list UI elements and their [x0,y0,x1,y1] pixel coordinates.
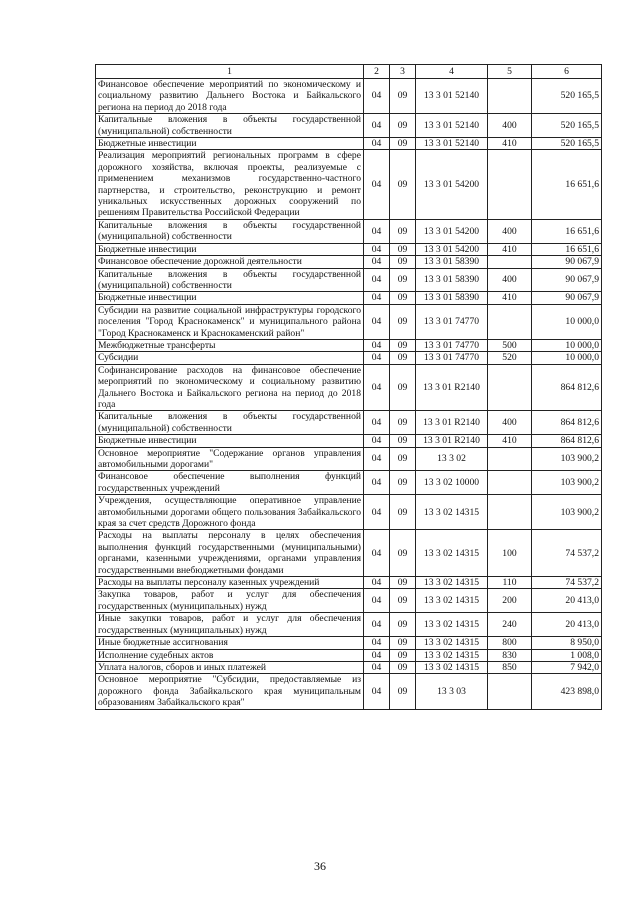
amount-cell: 10 000,0 [532,339,602,351]
row-name-cell: Субсидии на развитие социальной инфраструктуры городского поселения "Город Краснокаменск" и муниципального района "Город Краснокаменск и Краснокаменский район" [96,304,364,339]
target-article-cell: 13 3 01 R2140 [416,435,488,447]
amount-cell: 864 812,6 [532,364,602,411]
table-row [96,138,602,150]
subsection-code-cell: 09 [390,268,416,292]
table-row [96,674,602,709]
expense-type-cell: 500 [488,339,532,351]
expense-type-cell [488,447,532,471]
subsection-code-cell: 09 [390,352,416,364]
row-name-cell: Капитальные вложения в объекты государственной (муниципальной) собственности [96,411,364,435]
expense-type-cell: 400 [488,114,532,138]
table-row [96,530,602,577]
header-cell: 3 [390,65,416,79]
row-name-cell: Финансовое обеспечение выполнения функций государственных учреждений [96,471,364,495]
section-code-cell: 04 [364,435,390,447]
section-code-cell: 04 [364,530,390,577]
expense-type-cell: 240 [488,613,532,637]
header-cell: 1 [96,65,364,79]
amount-cell: 16 651,6 [532,219,602,243]
row-name-cell: Закупка товаров, работ и услуг для обеспечения государственных (муниципальных) нужд [96,589,364,613]
subsection-code-cell: 09 [390,256,416,268]
section-code-cell: 04 [364,352,390,364]
subsection-code-cell: 09 [390,243,416,255]
section-code-cell: 04 [364,292,390,304]
section-code-cell: 04 [364,243,390,255]
row-name-cell: Бюджетные инвестиции [96,138,364,150]
expense-type-cell: 850 [488,661,532,673]
expense-type-cell: 400 [488,268,532,292]
table-row [96,339,602,351]
amount-cell: 10 000,0 [532,304,602,339]
row-name-cell: Расходы на выплаты персоналу казенных учреждений [96,577,364,589]
section-code-cell: 04 [364,268,390,292]
target-article-cell: 13 3 02 [416,447,488,471]
row-name-cell: Межбюджетные трансферты [96,339,364,351]
subsection-code-cell: 09 [390,613,416,637]
table-row [96,114,602,138]
target-article-cell: 13 3 01 54200 [416,219,488,243]
section-code-cell: 04 [364,219,390,243]
amount-cell: 90 067,9 [532,268,602,292]
section-code-cell: 04 [364,138,390,150]
table-row [96,79,602,114]
target-article-cell: 13 3 01 52140 [416,114,488,138]
expense-type-cell [488,150,532,219]
subsection-code-cell: 09 [390,577,416,589]
amount-cell: 520 165,5 [532,114,602,138]
target-article-cell: 13 3 02 14315 [416,589,488,613]
row-name-cell: Уплата налогов, сборов и иных платежей [96,661,364,673]
subsection-code-cell: 09 [390,79,416,114]
amount-cell: 90 067,9 [532,292,602,304]
amount-cell: 7 942,0 [532,661,602,673]
section-code-cell: 04 [364,256,390,268]
target-article-cell: 13 3 01 58390 [416,268,488,292]
table-row [96,447,602,471]
target-article-cell: 13 3 02 10000 [416,471,488,495]
section-code-cell: 04 [364,114,390,138]
header-cell: 6 [532,65,602,79]
section-code-cell: 04 [364,364,390,411]
amount-cell: 10 000,0 [532,352,602,364]
target-article-cell: 13 3 01 74770 [416,352,488,364]
header-cell: 5 [488,65,532,79]
target-article-cell: 13 3 01 52140 [416,79,488,114]
row-name-cell: Расходы на выплаты персоналу в целях обеспечения выполнения функций государственными (муниципальными) органами, казенными учреждениями, органами управления государственными внебюджетными фондами [96,530,364,577]
amount-cell: 103 900,2 [532,495,602,530]
table-body [96,79,602,710]
subsection-code-cell: 09 [390,447,416,471]
section-code-cell: 04 [364,661,390,673]
target-article-cell: 13 3 02 14315 [416,637,488,649]
row-name-cell: Учреждения, осуществляющие оперативное управление автомобильными дорогами общего пользования Забайкальского края за счет средств Дорожного фонда [96,495,364,530]
target-article-cell: 13 3 01 74770 [416,339,488,351]
subsection-code-cell: 09 [390,339,416,351]
row-name-cell: Бюджетные инвестиции [96,435,364,447]
expense-type-cell: 110 [488,577,532,589]
expense-type-cell [488,304,532,339]
table-row [96,435,602,447]
table-row [96,577,602,589]
table-header-row [96,65,602,79]
table-row [96,304,602,339]
row-name-cell: Капитальные вложения в объекты государственной (муниципальной) собственности [96,268,364,292]
expense-type-cell [488,364,532,411]
expense-type-cell: 410 [488,243,532,255]
subsection-code-cell: 09 [390,364,416,411]
section-code-cell: 04 [364,613,390,637]
section-code-cell: 04 [364,471,390,495]
amount-cell: 103 900,2 [532,447,602,471]
subsection-code-cell: 09 [390,138,416,150]
section-code-cell: 04 [364,589,390,613]
amount-cell: 103 900,2 [532,471,602,495]
expense-type-cell [488,79,532,114]
expense-type-cell [488,256,532,268]
row-name-cell: Основное мероприятие "Содержание органов управления автомобильными дорогами" [96,447,364,471]
subsection-code-cell: 09 [390,649,416,661]
section-code-cell: 04 [364,577,390,589]
row-name-cell: Капитальные вложения в объекты государственной (муниципальной) собственности [96,219,364,243]
subsection-code-cell: 09 [390,637,416,649]
amount-cell: 423 898,0 [532,674,602,709]
table-row [96,243,602,255]
expense-type-cell: 400 [488,411,532,435]
section-code-cell: 04 [364,447,390,471]
subsection-code-cell: 09 [390,150,416,219]
target-article-cell: 13 3 02 14315 [416,613,488,637]
target-article-cell: 13 3 02 14315 [416,577,488,589]
table-row [96,613,602,637]
subsection-code-cell: 09 [390,495,416,530]
amount-cell: 74 537,2 [532,577,602,589]
row-name-cell: Реализация мероприятий региональных программ в сфере дорожного хозяйства, включая проекты, реализуемые с применением механизмов государственно-частного партнерства, и строительство, реконструкцию и ремонт уникальных искусственных дорожных сооружений по решениям Правительства Российской Федерации [96,150,364,219]
table-row [96,637,602,649]
section-code-cell: 04 [364,637,390,649]
expense-type-cell: 410 [488,292,532,304]
expense-type-cell: 400 [488,219,532,243]
table-row [96,495,602,530]
expense-type-cell: 830 [488,649,532,661]
subsection-code-cell: 09 [390,292,416,304]
amount-cell: 8 950,0 [532,637,602,649]
row-name-cell: Субсидии [96,352,364,364]
subsection-code-cell: 09 [390,114,416,138]
row-name-cell: Финансовое обеспечение мероприятий по экономическому и социальному развитию Дальнего Востока и Байкальского региона на период до 2018 года [96,79,364,114]
amount-cell: 520 165,5 [532,79,602,114]
target-article-cell: 13 3 01 58390 [416,292,488,304]
row-name-cell: Бюджетные инвестиции [96,292,364,304]
target-article-cell: 13 3 01 52140 [416,138,488,150]
target-article-cell: 13 3 01 54200 [416,243,488,255]
amount-cell: 74 537,2 [532,530,602,577]
expense-type-cell: 200 [488,589,532,613]
target-article-cell: 13 3 03 [416,674,488,709]
subsection-code-cell: 09 [390,471,416,495]
amount-cell: 90 067,9 [532,256,602,268]
row-name-cell: Софинансирование расходов на финансовое обеспечение мероприятий по экономическому и социальному развитию Дальнего Востока и Байкальского региона на период до 2018 года [96,364,364,411]
section-code-cell: 04 [364,339,390,351]
expense-type-cell: 410 [488,138,532,150]
section-code-cell: 04 [364,150,390,219]
table-row [96,256,602,268]
target-article-cell: 13 3 02 14315 [416,649,488,661]
subsection-code-cell: 09 [390,661,416,673]
row-name-cell: Основное мероприятие "Субсидии, предоставляемые из дорожного фонда Забайкальского края муниципальным образованиям Забайкальского края" [96,674,364,709]
amount-cell: 20 413,0 [532,589,602,613]
row-name-cell: Капитальные вложения в объекты государственной (муниципальной) собственности [96,114,364,138]
expense-type-cell: 520 [488,352,532,364]
expense-type-cell [488,495,532,530]
expense-type-cell: 410 [488,435,532,447]
subsection-code-cell: 09 [390,411,416,435]
amount-cell: 864 812,6 [532,411,602,435]
amount-cell: 16 651,6 [532,243,602,255]
table-row [96,589,602,613]
target-article-cell: 13 3 01 58390 [416,256,488,268]
subsection-code-cell: 09 [390,304,416,339]
target-article-cell: 13 3 01 74770 [416,304,488,339]
amount-cell: 520 165,5 [532,138,602,150]
expense-type-cell [488,471,532,495]
subsection-code-cell: 09 [390,435,416,447]
header-cell: 4 [416,65,488,79]
budget-table [95,64,602,710]
target-article-cell: 13 3 01 R2140 [416,411,488,435]
subsection-code-cell: 09 [390,530,416,577]
section-code-cell: 04 [364,495,390,530]
expense-type-cell [488,674,532,709]
expense-type-cell: 100 [488,530,532,577]
table-row [96,268,602,292]
table-row [96,411,602,435]
row-name-cell: Бюджетные инвестиции [96,243,364,255]
target-article-cell: 13 3 02 14315 [416,530,488,577]
target-article-cell: 13 3 02 14315 [416,495,488,530]
subsection-code-cell: 09 [390,219,416,243]
amount-cell: 1 008,0 [532,649,602,661]
amount-cell: 864 812,6 [532,435,602,447]
target-article-cell: 13 3 01 54200 [416,150,488,219]
section-code-cell: 04 [364,79,390,114]
subsection-code-cell: 09 [390,589,416,613]
table-row [96,649,602,661]
section-code-cell: 04 [364,649,390,661]
subsection-code-cell: 09 [390,674,416,709]
target-article-cell: 13 3 01 R2140 [416,364,488,411]
table-row [96,661,602,673]
header-cell: 2 [364,65,390,79]
table-row [96,292,602,304]
table-row [96,150,602,219]
table-row [96,352,602,364]
section-code-cell: 04 [364,411,390,435]
section-code-cell: 04 [364,304,390,339]
section-code-cell: 04 [364,674,390,709]
expense-type-cell: 800 [488,637,532,649]
table-row [96,471,602,495]
row-name-cell: Иные бюджетные ассигнования [96,637,364,649]
table-row [96,364,602,411]
row-name-cell: Финансовое обеспечение дорожной деятельности [96,256,364,268]
target-article-cell: 13 3 02 14315 [416,661,488,673]
table-row [96,219,602,243]
row-name-cell: Исполнение судебных актов [96,649,364,661]
amount-cell: 20 413,0 [532,613,602,637]
row-name-cell: Иные закупки товаров, работ и услуг для обеспечения государственных (муниципальных) нужд [96,613,364,637]
amount-cell: 16 651,6 [532,150,602,219]
page-number: 36 [314,859,326,873]
